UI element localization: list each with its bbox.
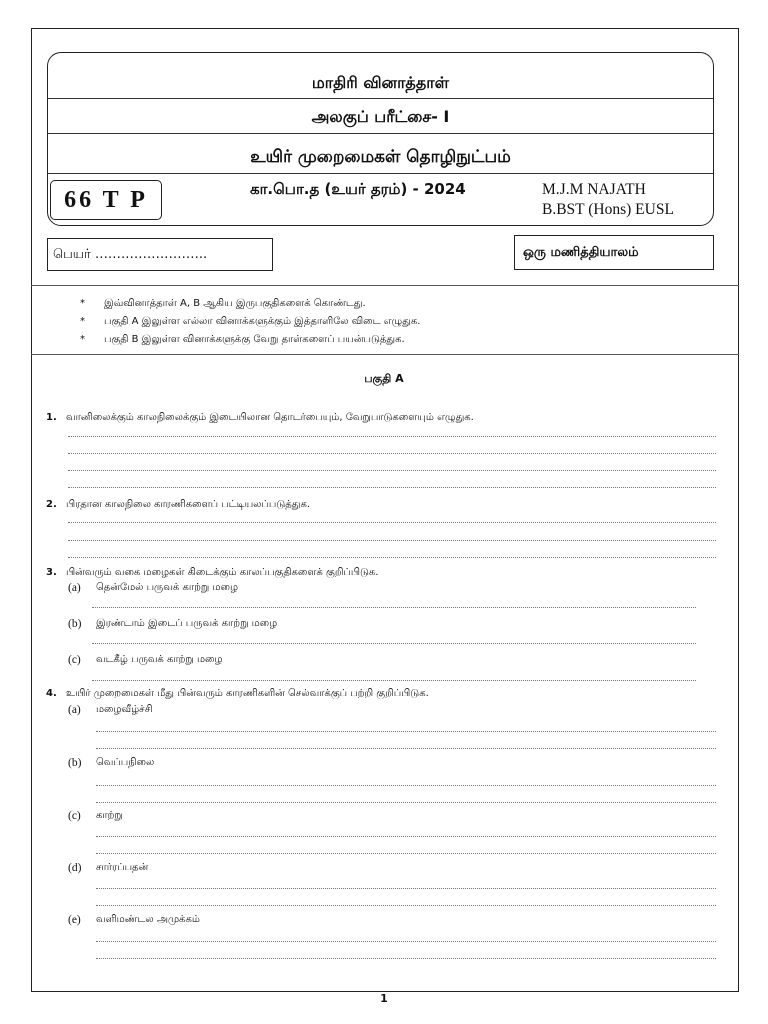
answer-line[interactable] [96, 785, 716, 786]
sub-question-4d: (d) சார்ரப்பதன் [68, 862, 149, 874]
answer-line[interactable] [92, 607, 696, 608]
answer-line[interactable] [68, 522, 716, 523]
divider-top [31, 285, 739, 286]
question-text: உயிர் முறைமைகள் மீது பின்வரும் காரணிகளின் செல்வாக்குப் பற்றி குறிப்பிடுக. [66, 688, 429, 699]
sub-question-4a: (a) மழைவீழ்ச்சி [68, 704, 153, 716]
instruction-item: * இவ்வினாத்தாள் A, B ஆகிய இருபகுதிகளைக் கொண்டது. [80, 298, 366, 309]
section-title: பகுதி A [364, 372, 404, 385]
answer-line[interactable] [68, 557, 716, 558]
divider-instructions [31, 354, 739, 355]
header-title-2: அலகுப் பரீட்சை- I [311, 107, 450, 126]
page-number: 1 [380, 992, 388, 1005]
sub-question-3c: (c) வடகீழ் பருவக் காற்று மழை [68, 654, 223, 666]
question-number: 1. [46, 412, 57, 423]
answer-line[interactable] [96, 836, 716, 837]
bullet-icon: * [80, 316, 85, 327]
author-degree: B.BST (Hons) EUSL [542, 201, 674, 218]
header-divider-3 [48, 173, 713, 174]
answer-line[interactable] [96, 941, 716, 942]
header-divider-1 [48, 98, 713, 99]
answer-line[interactable] [68, 540, 716, 541]
answer-line[interactable] [68, 436, 716, 437]
sub-question-4e: (e) வளிமண்டல அமுக்கம் [68, 914, 200, 926]
sub-question-3b: (b) இரண்டாம் இடைப் பருவக் காற்று மழை [68, 618, 278, 630]
question-1 [46, 412, 474, 424]
duration-box: ஒரு மணித்தியாலம் [514, 235, 714, 270]
answer-line[interactable] [96, 748, 716, 749]
answer-line[interactable] [96, 731, 716, 732]
answer-line[interactable] [68, 453, 716, 454]
header-title-1: மாதிரி வினாத்தாள் [311, 73, 450, 92]
answer-line[interactable] [92, 643, 696, 644]
answer-line[interactable] [96, 802, 716, 803]
answer-line[interactable] [92, 680, 696, 681]
paper-code-box: 66 T P [50, 180, 162, 220]
answer-line[interactable] [96, 905, 716, 906]
answer-line[interactable] [96, 853, 716, 854]
question-3 [46, 567, 379, 579]
header-divider-2 [48, 133, 713, 134]
sub-question-4b: (b) வெப்பநிலை [68, 757, 155, 769]
question-text: வானிலைக்கும் காலநிலைக்கும் இடையிலான தொடர்பையும், வேறுபாடுகளையும் எழுதுக. [66, 412, 474, 423]
sub-question-4c: (c) காற்று [68, 810, 123, 822]
question-2 [46, 499, 310, 511]
answer-line[interactable] [96, 958, 716, 959]
bullet-icon: * [80, 334, 85, 345]
instruction-item: * பகுதி A இலுள்ள எல்லா வினாக்களுக்கும் இத்தாளிலே விடை எழுதுக. [80, 316, 421, 327]
question-text: பிரதான காலநிலை காரணிகளைப் பட்டியலப்படுத்துக. [66, 499, 311, 510]
question-number: 3. [46, 567, 57, 578]
instruction-item: * பகுதி B இலுள்ள வினாக்களுக்கு வேறு தாள்களைப் பயன்படுத்துக. [80, 334, 405, 345]
answer-line[interactable] [68, 487, 716, 488]
question-number: 2. [46, 499, 57, 510]
answer-line[interactable] [68, 470, 716, 471]
bullet-icon: * [80, 298, 85, 309]
author-name: M.J.M NAJATH [542, 181, 646, 198]
sub-question-3a: (a) தென்மேல் பருவக் காற்று மழை [68, 582, 238, 594]
exam-title: கா.பொ.த (உயர் தரம்) - 2024 [250, 180, 466, 198]
author-block [542, 180, 674, 220]
answer-line[interactable] [96, 888, 716, 889]
question-text: பின்வரும் வகை மழைகள் கிடைக்கும் காலப்பகுதிகளைக் குறிப்பிடுக. [66, 567, 379, 578]
question-number: 4. [46, 688, 57, 699]
question-4 [46, 688, 429, 700]
header-title-3: உயிர் முறைமைகள் தொழிநுட்பம் [250, 147, 511, 167]
name-field[interactable]: பெயர் …………………….. [47, 238, 273, 271]
